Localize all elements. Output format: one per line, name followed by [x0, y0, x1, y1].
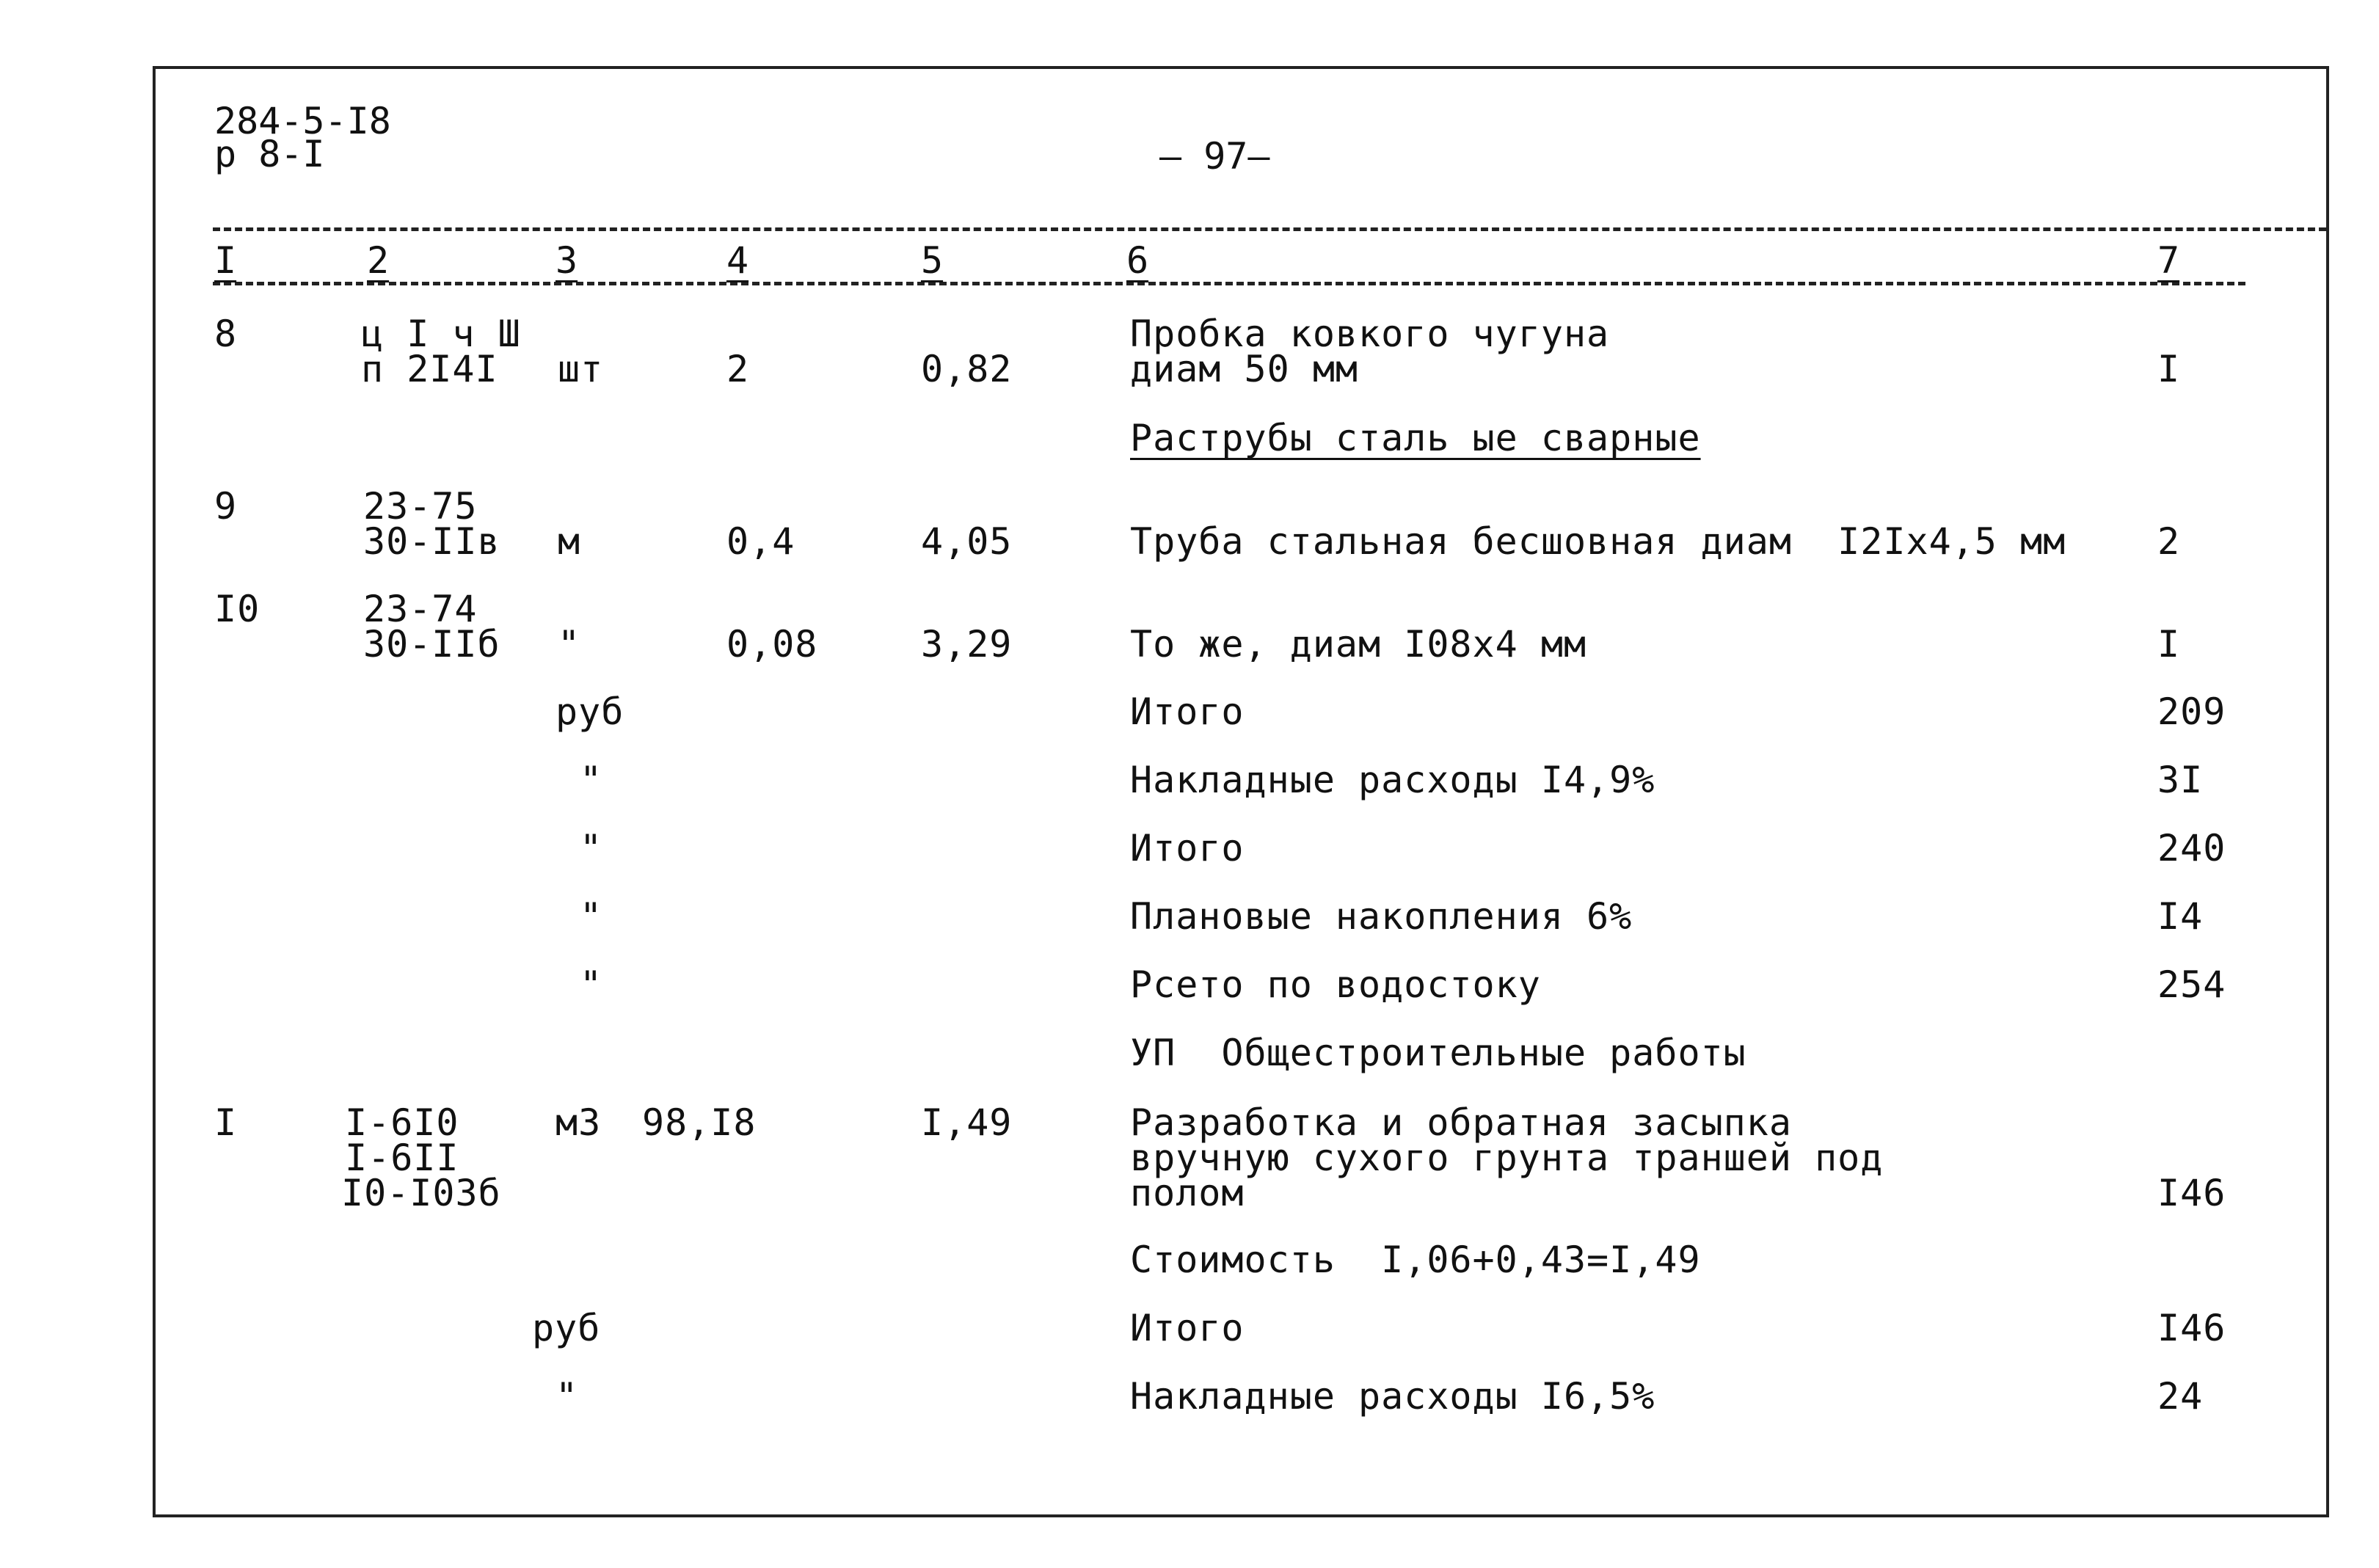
row-unit: м — [558, 520, 581, 563]
summary-label: Итого — [1130, 827, 1245, 869]
row-code-line1: I-6I0 — [345, 1101, 459, 1144]
row-code-line1: ц I ч Ш — [361, 313, 521, 355]
document-section: р 8-I — [214, 133, 325, 175]
summary-value: I46 — [2157, 1307, 2226, 1349]
column-header-4: 4 — [726, 239, 749, 282]
row-number: I — [214, 1101, 238, 1144]
row-description: Труба стальная бесшовная диам I2Iх4,5 мм — [1130, 520, 2066, 563]
summary-value: 3I — [2157, 759, 2204, 801]
row-code-line2: 30-IIв — [363, 520, 500, 563]
section-subheading: Раструбы сталь ые сварные — [1130, 417, 1701, 459]
row-number: 8 — [214, 313, 238, 355]
row-quantity: 98,I8 — [642, 1101, 757, 1144]
row-price: 4,05 — [921, 520, 1013, 563]
row-quantity: 0,08 — [726, 623, 818, 666]
cost-note: Стоимость I,06+0,43=I,49 — [1130, 1239, 1701, 1281]
row-number: I0 — [214, 588, 261, 630]
summary-unit: руб — [555, 690, 624, 733]
row-price: 0,82 — [921, 348, 1013, 390]
row-number: 9 — [214, 485, 238, 528]
row-code-line2: I-6II — [345, 1137, 459, 1179]
row-total: I46 — [2157, 1172, 2226, 1214]
summary-label: Плановые накопления 6% — [1130, 895, 1633, 938]
row-code-line1: 23-74 — [363, 588, 478, 630]
summary-value: 254 — [2157, 963, 2226, 1006]
row-code-line2: п 2I4I — [361, 348, 498, 390]
section-heading: УП Общестроительные работы — [1130, 1032, 1746, 1074]
row-description-line1: Разработка и обратная засыпка — [1130, 1101, 1792, 1144]
summary-unit: " — [580, 827, 603, 869]
row-description-line2: вручную сухого грунта траншей под — [1130, 1137, 1884, 1179]
column-header-1: I — [214, 239, 237, 282]
column-header-5: 5 — [921, 239, 944, 282]
row-description: То же, диам I08х4 мм — [1130, 623, 1587, 666]
row-quantity: 2 — [726, 348, 750, 390]
summary-label: Накладные расходы I6,5% — [1130, 1375, 1655, 1418]
row-unit: " — [558, 623, 581, 666]
summary-unit: " — [580, 759, 603, 801]
document-code: 284-5-I8 — [214, 100, 391, 142]
row-code-line2: 30-IIб — [363, 623, 500, 666]
row-quantity: 0,4 — [726, 520, 795, 563]
row-code-line1: 23-75 — [363, 485, 478, 528]
column-header-7: 7 — [2157, 239, 2180, 282]
summary-unit: руб — [532, 1307, 601, 1349]
column-header-2: 2 — [367, 239, 390, 282]
row-unit: шт — [558, 348, 604, 390]
summary-label: Накладные расходы I4,9% — [1130, 759, 1655, 801]
column-header-3: 3 — [555, 239, 578, 282]
row-description-line3: полом — [1130, 1172, 1245, 1214]
row-total: 2 — [2157, 520, 2181, 563]
header-bottom-rule — [213, 282, 2245, 285]
summary-unit: " — [580, 963, 603, 1006]
summary-value: 240 — [2157, 827, 2226, 869]
row-price: I,49 — [921, 1101, 1013, 1144]
summary-unit: " — [580, 895, 603, 938]
row-total: I — [2157, 623, 2181, 666]
summary-value: 24 — [2157, 1375, 2204, 1418]
column-header-6: 6 — [1126, 239, 1149, 282]
summary-label: Рсето по водостоку — [1130, 963, 1541, 1006]
header-top-rule — [213, 227, 2326, 231]
summary-unit: " — [555, 1375, 579, 1418]
row-description-line1: Пробка ковкого чугуна — [1130, 313, 1610, 355]
summary-value: I4 — [2157, 895, 2204, 938]
summary-label: Итого — [1130, 1307, 1245, 1349]
row-unit: м3 — [555, 1101, 602, 1144]
summary-label: Итого — [1130, 690, 1245, 733]
summary-value: 209 — [2157, 690, 2226, 733]
row-total: I — [2157, 348, 2181, 390]
row-price: 3,29 — [921, 623, 1013, 666]
page-number: — 97— — [1159, 135, 1270, 178]
row-code-line3: I0-I03б — [341, 1172, 501, 1214]
row-description-line2: диам 50 мм — [1130, 348, 1359, 390]
